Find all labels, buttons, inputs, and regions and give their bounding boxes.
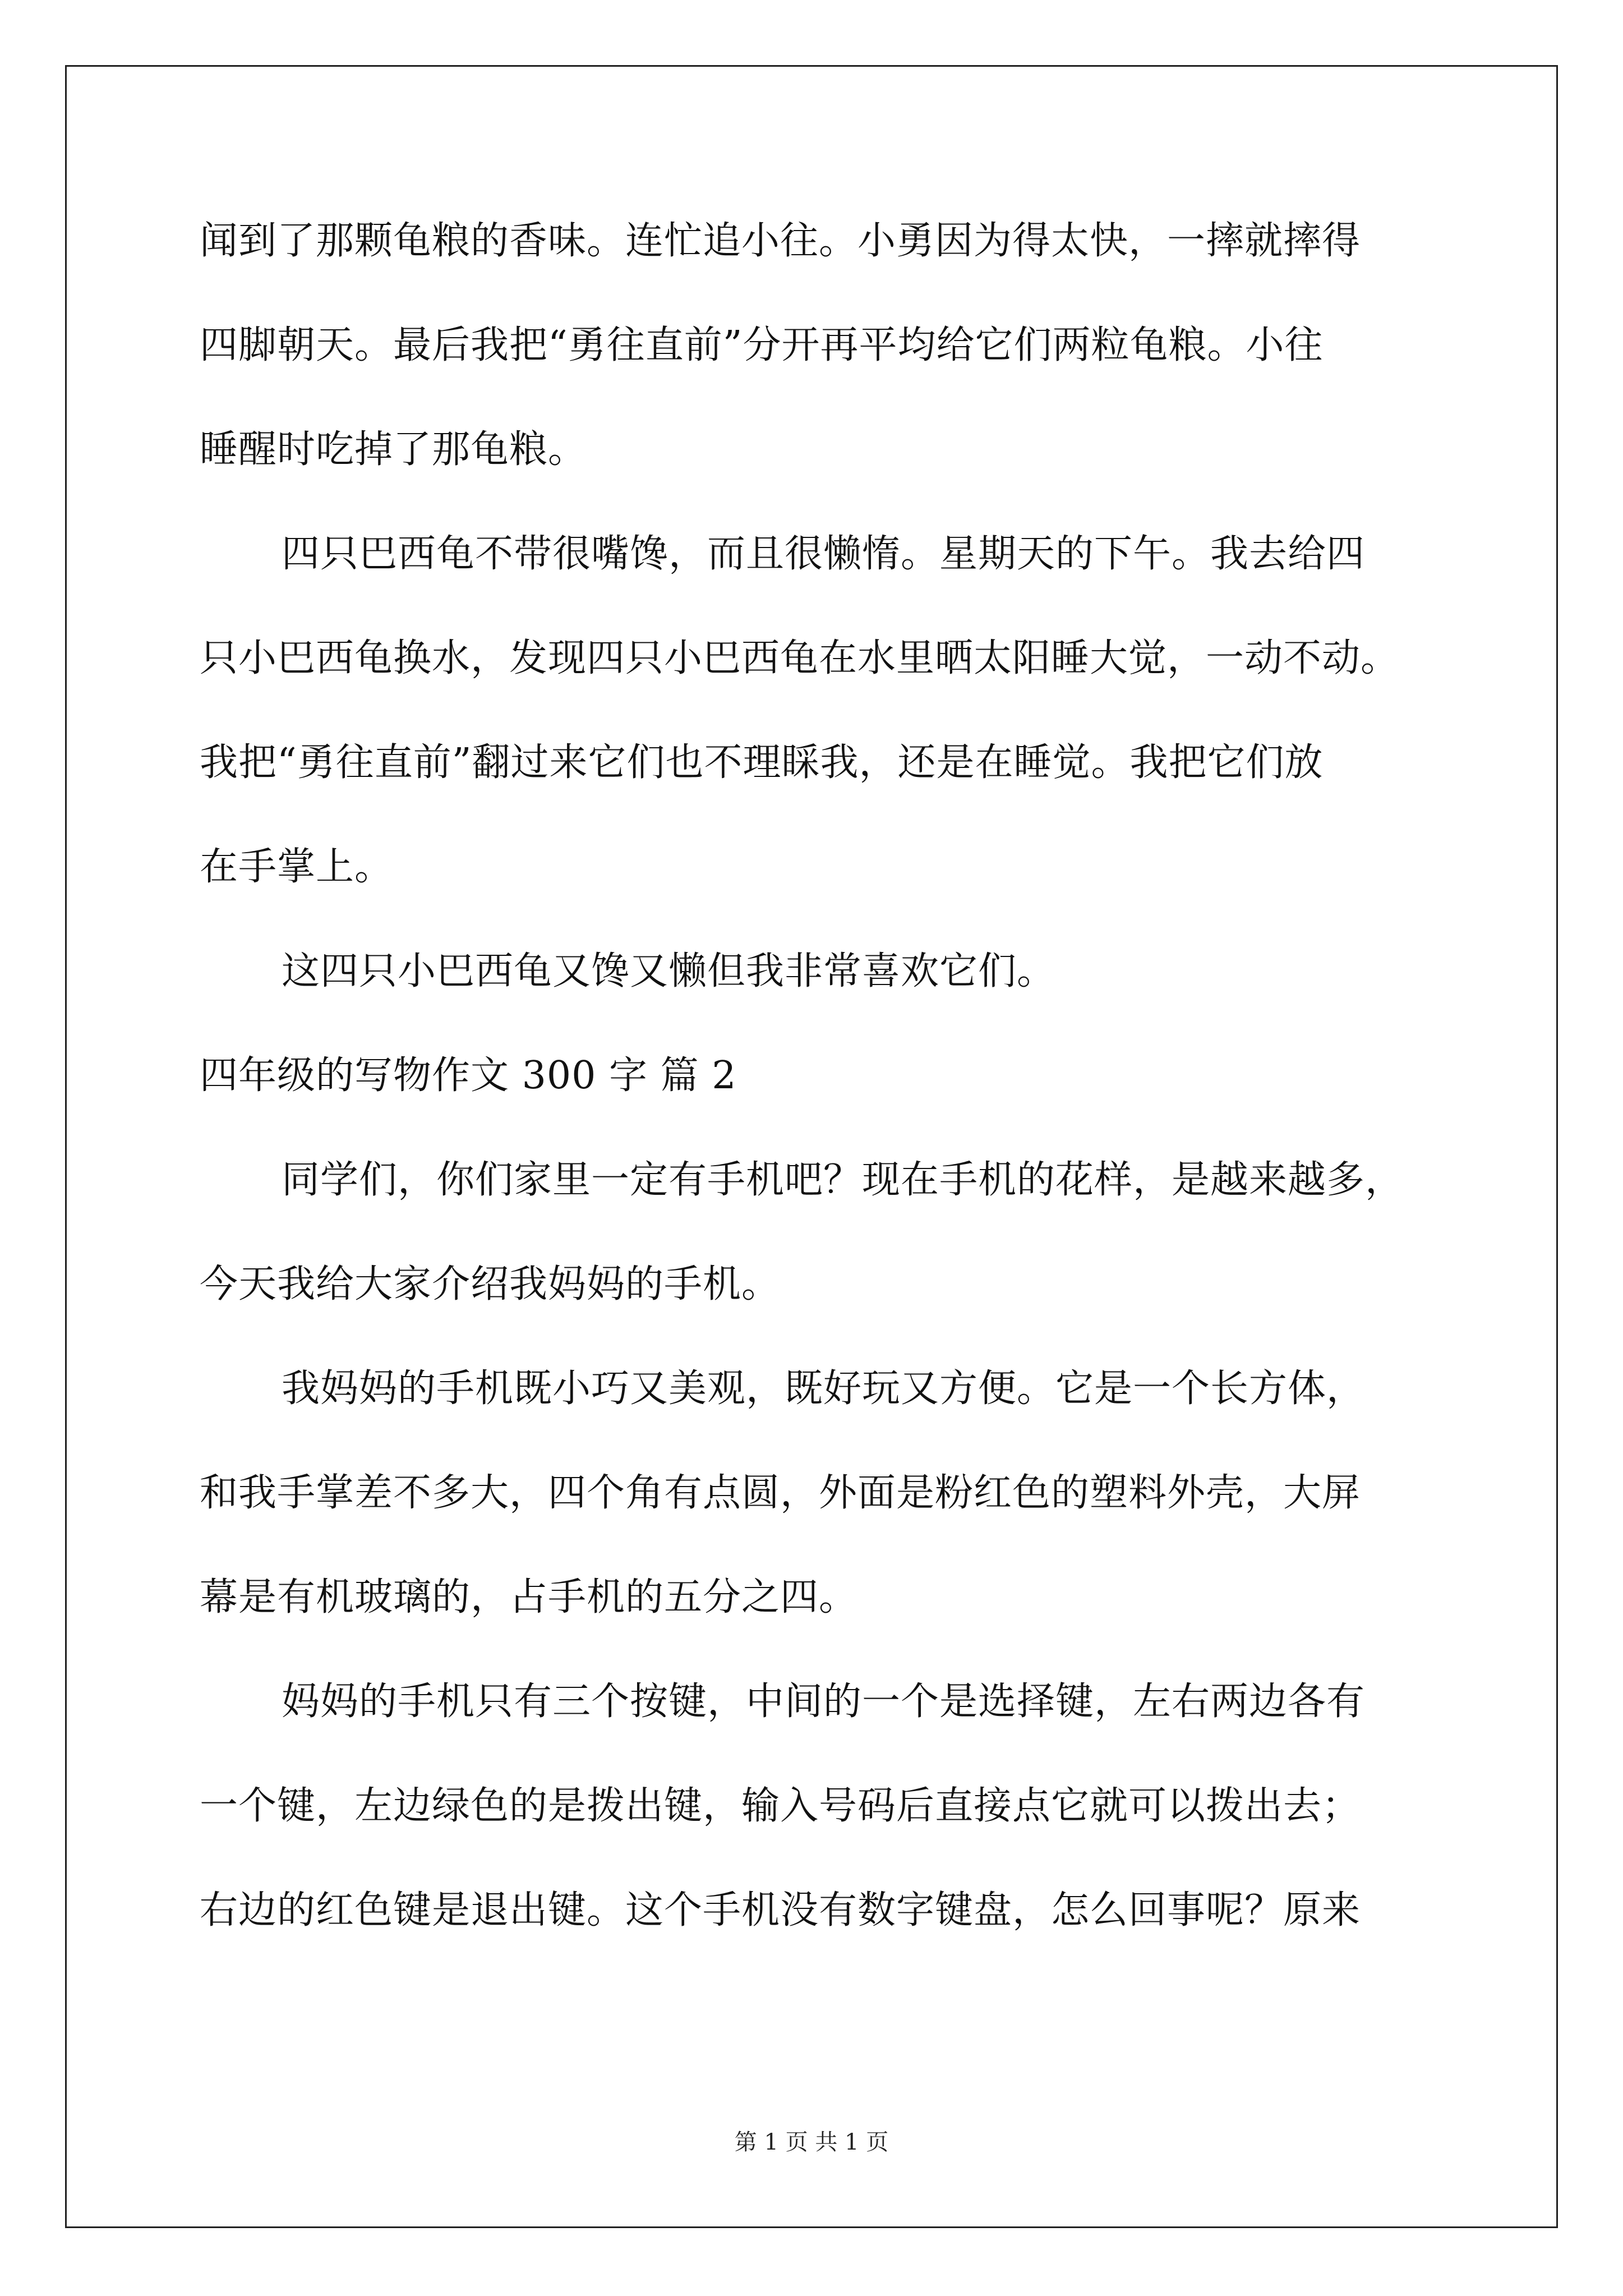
section-heading: 四年级的写物作文 300 字 篇 2 (200, 1053, 737, 1098)
paragraph-line: 睡醒时吃掉了那龟粮。 (200, 427, 587, 472)
paragraph-line: 闻到了那颗龟粮的香味。连忙追小往。小勇因为得太快，一摔就摔得 (200, 219, 1361, 263)
paragraph-line: 今天我给大家介绍我妈妈的手机。 (200, 1262, 781, 1306)
paragraph-line: 同学们，你们家里一定有手机吧？现在手机的花样，是越来越多， (282, 1158, 1404, 1202)
paragraph-line: 这四只小巴西龟又馋又懒但我非常喜欢它们。 (282, 949, 1056, 993)
paragraph-line: 幕是有机玻璃的，占手机的五分之四。 (200, 1575, 858, 1619)
paragraph-line: 右边的红色键是退出键。这个手机没有数字键盘，怎么回事呢？原来 (200, 1888, 1361, 1932)
page-footer: 第 1 页 共 1 页 (734, 2129, 889, 2155)
paragraph-line: 一个键，左边绿色的是拨出键，输入号码后直接点它就可以拨出去； (200, 1784, 1361, 1828)
paragraph-line: 只小巴西龟换水，发现四只小巴西龟在水里晒太阳睡大觉，一动不动。 (200, 636, 1400, 680)
paragraph-line: 四只巴西龟不带很嘴馋，而且很懒惰。星期天的下午。我去给四 (282, 532, 1366, 576)
paragraph-line: 和我手掌差不多大，四个角有点圆，外面是粉红色的塑料外壳，大屏 (200, 1471, 1361, 1515)
paragraph-line: 在手掌上。 (200, 845, 394, 889)
paragraph-line: 妈妈的手机只有三个按键，中间的一个是选择键，左右两边各有 (282, 1680, 1366, 1724)
paragraph-line: 四脚朝天。最后我把“勇往直前”分开再平均给它们两粒龟粮。小往 (200, 323, 1324, 367)
paragraph-line: 我妈妈的手机既小巧又美观，既好玩又方便。它是一个长方体， (282, 1366, 1366, 1411)
paragraph-line: 我把“勇往直前”翻过来它们也不理睬我，还是在睡觉。我把它们放 (200, 740, 1324, 785)
